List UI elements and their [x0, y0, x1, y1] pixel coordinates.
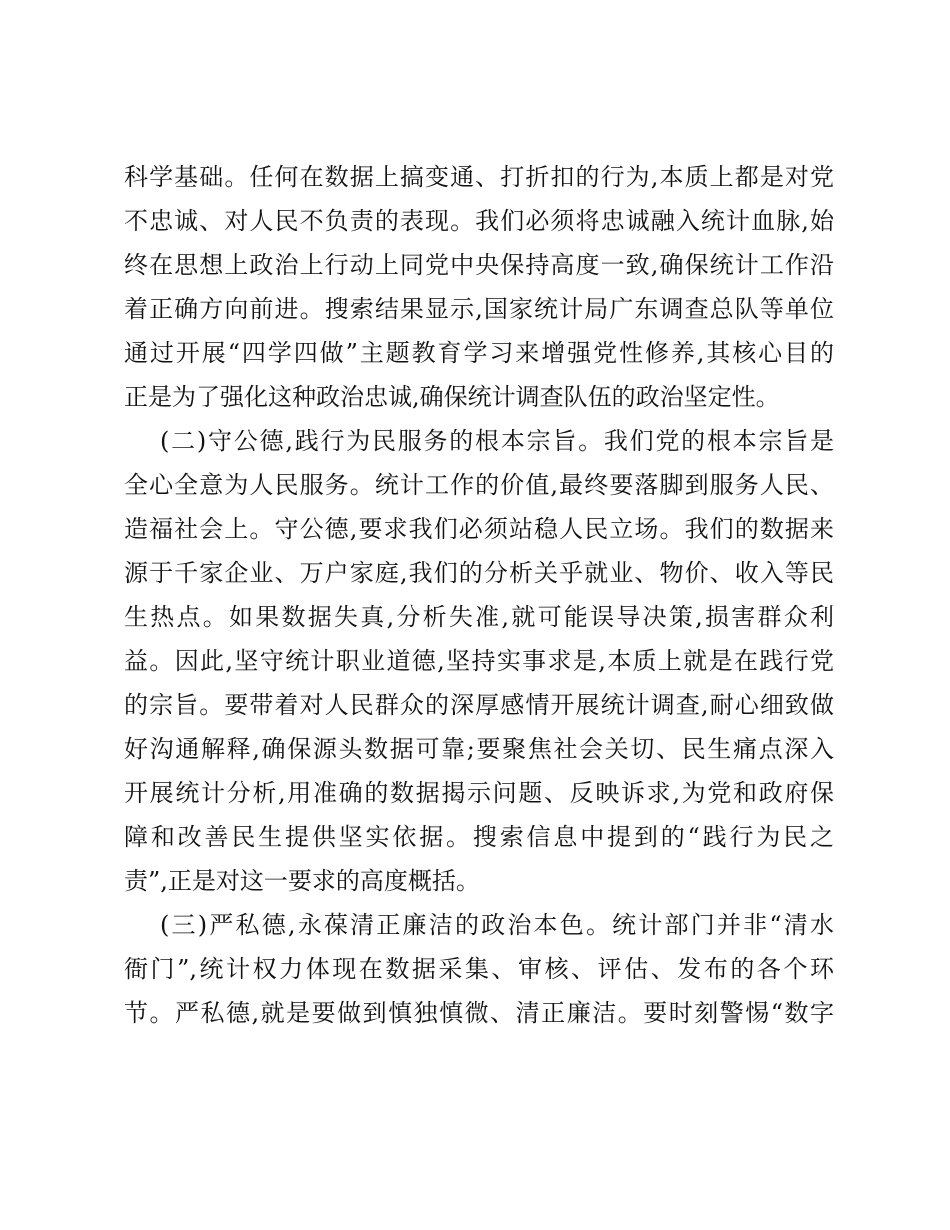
text-line: 终在思想上政治上行动上同党中央保持高度一致,确保统计工作沿 — [124, 251, 834, 279]
section-heading-line: (三)严私德,永葆清正廉洁的政治本色。统计部门并非“清水 — [160, 911, 834, 939]
text-line: 正是为了强化这种政治忠诚,确保统计调查队伍的政治坚定性。 — [124, 383, 780, 411]
text-line: 开展统计分析,用准确的数据揭示问题、反映诉求,为党和政府保 — [124, 779, 834, 807]
section-heading-line: (二)守公德,践行为民服务的根本宗旨。我们党的根本宗旨是 — [160, 427, 834, 455]
text-line: 节。严私德,就是要做到慎独慎微、清正廉洁。要时刻警惕“数字 — [124, 999, 834, 1027]
text-line: 全心全意为人民服务。统计工作的价值,最终要落脚到服务人民、 — [124, 471, 834, 499]
text-line: 生热点。如果数据失真,分析失准,就可能误导决策,损害群众利 — [124, 603, 834, 631]
text-line: 的宗旨。要带着对人民群众的深厚感情开展统计调查,耐心细致做 — [124, 691, 834, 719]
text-line: 通过开展“四学四做”主题教育学习来增强党性修养,其核心目的 — [124, 339, 834, 367]
text-line: 好沟通解释,确保源头数据可靠;要聚焦社会关切、民生痛点深入 — [124, 735, 834, 763]
text-line: 着正确方向前进。搜索结果显示,国家统计局广东调查总队等单位 — [124, 295, 834, 323]
text-line: 障和改善民生提供坚实依据。搜索信息中提到的“践行为民之 — [124, 823, 834, 851]
text-line: 造福社会上。守公德,要求我们必须站稳人民立场。我们的数据来 — [124, 515, 834, 543]
text-line: 衙门”,统计权力体现在数据采集、审核、评估、发布的各个环 — [124, 955, 834, 983]
text-line: 科学基础。任何在数据上搞变通、打折扣的行为,本质上都是对党 — [124, 163, 834, 191]
text-line: 益。因此,坚守统计职业道德,坚持实事求是,本质上就是在践行党 — [124, 647, 834, 675]
text-line: 责”,正是对这一要求的高度概括。 — [124, 867, 480, 895]
text-line: 源于千家企业、万户家庭,我们的分析关乎就业、物价、收入等民 — [124, 559, 834, 587]
body-text — [124, 155, 834, 1035]
text-line: 不忠诚、对人民不负责的表现。我们必须将忠诚融入统计血脉,始 — [124, 207, 834, 235]
